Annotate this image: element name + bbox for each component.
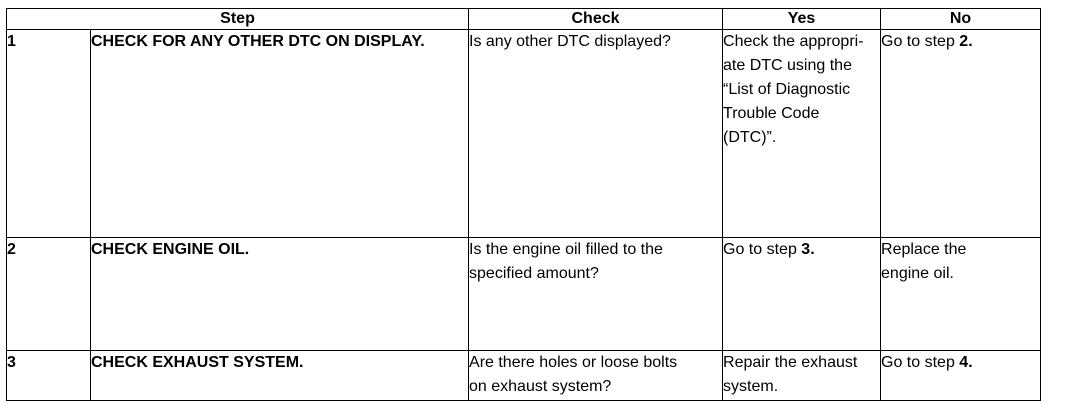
no-suffix: .: [968, 33, 973, 50]
no-step-ref: 4: [959, 354, 969, 371]
table-row: [7, 30, 1041, 238]
no-cell: [881, 30, 1041, 238]
diagnostic-table: [6, 8, 1041, 401]
yes-text: Go to step: [723, 241, 802, 258]
check-line: specified amount?: [469, 265, 599, 282]
step-title: CHECK EXHAUST SYSTEM.: [91, 351, 469, 401]
yes-suffix: .: [810, 241, 815, 258]
yes-line: system.: [723, 378, 779, 395]
yes-line: Repair the exhaust: [723, 354, 858, 371]
yes-line: “List of Diagnostic: [723, 81, 851, 98]
no-step-ref: 2: [959, 33, 969, 50]
yes-step-ref: 3: [801, 241, 811, 258]
no-cell: [881, 238, 1041, 351]
check-cell: [469, 351, 723, 401]
header-step: Step: [7, 9, 469, 30]
header-row: [7, 9, 1041, 30]
no-text: Go to step: [881, 33, 960, 50]
step-number: 3: [7, 351, 91, 401]
no-cell: [881, 351, 1041, 401]
yes-line: ate DTC using the: [723, 57, 852, 74]
no-line: engine oil.: [881, 265, 954, 282]
no-text: Go to step: [881, 354, 960, 371]
header-no: No: [881, 9, 1041, 30]
yes-cell: [723, 30, 881, 238]
yes-cell: [723, 238, 881, 351]
no-suffix: .: [968, 354, 973, 371]
yes-cell: [723, 351, 881, 401]
step-number: 2: [7, 238, 91, 351]
step-title: CHECK ENGINE OIL.: [91, 238, 469, 351]
table-row: [7, 238, 1041, 351]
check-cell: Is any other DTC displayed?: [469, 30, 723, 238]
check-line: Is the engine oil filled to the: [469, 241, 663, 258]
check-line: on exhaust system?: [469, 378, 612, 395]
yes-line: (DTC)”.: [723, 129, 777, 146]
no-line: Replace the: [881, 241, 967, 258]
header-check: Check: [469, 9, 723, 30]
header-yes: Yes: [723, 9, 881, 30]
step-title: CHECK FOR ANY OTHER DTC ON DISPLAY.: [91, 30, 469, 238]
table-row: [7, 351, 1041, 401]
check-cell: [469, 238, 723, 351]
step-number: 1: [7, 30, 91, 238]
check-line: Are there holes or loose bolts: [469, 354, 678, 371]
yes-line: Check the appropri-: [723, 33, 864, 50]
yes-line: Trouble Code: [723, 105, 820, 122]
